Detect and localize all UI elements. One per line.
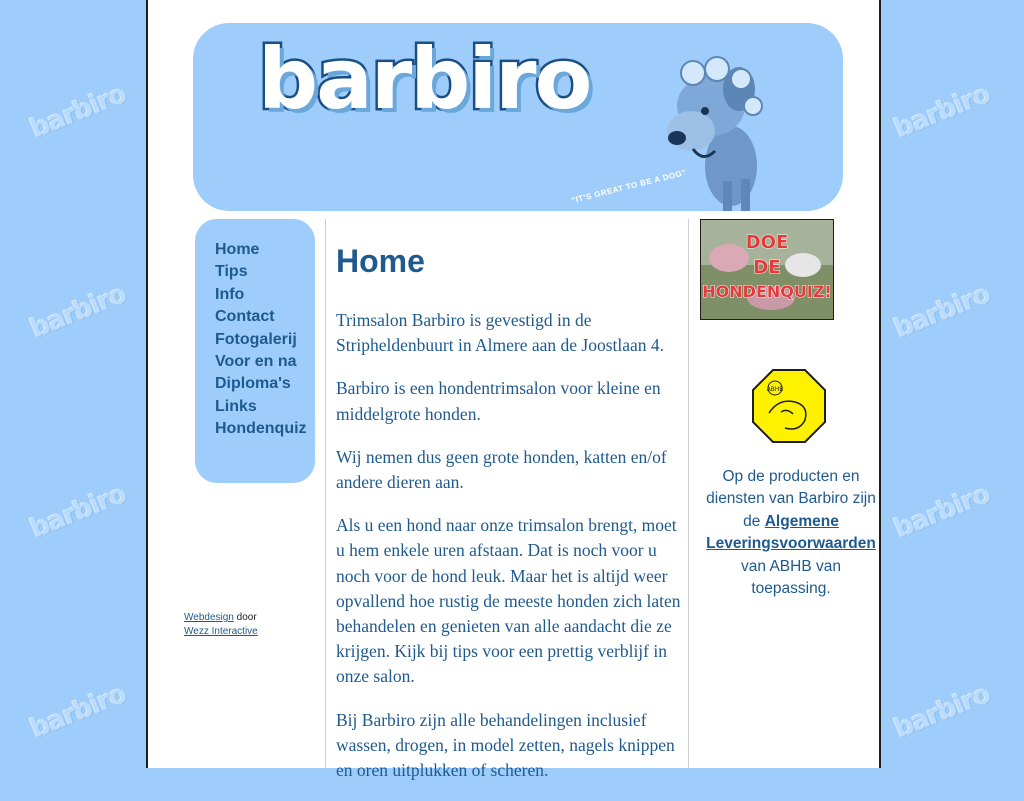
content-paragraph: Barbiro is een hondentrimsalon voor kleine en middelgrote honden. <box>336 378 661 424</box>
page-container <box>146 0 881 781</box>
content-paragraph: Wij nemen dus geen grote honden, katten en/of andere dieren aan. <box>336 446 667 493</box>
content-paragraph: Als u een hond naar onze trimsalon brengt, moet u hem enkele uren afstaan. Dat is noch voor u noch voor de hond leuk. Maar het is altijd weer opvallend hoe rustig de meeste honden zich laten behandelen en genieten van alle aandacht die ze krijgen. Kijk bij tips voor een prettig verblijf in onze salon. <box>336 515 681 687</box>
watermark-logo: barbiro <box>26 79 131 145</box>
side-text-before: Op de producten en diensten van Barbiro zijn de <box>706 468 876 530</box>
watermark-logo: barbiro <box>26 479 131 545</box>
svg-text:ABHB: ABHB <box>766 386 784 393</box>
leveringsvoorwaarden-text <box>701 466 881 600</box>
watermark-logo: barbiro <box>26 679 131 745</box>
nav-item-tips[interactable]: Tips <box>215 263 248 281</box>
column-divider <box>325 219 326 768</box>
quiz-line-3: HONDENQUIZ! <box>702 282 832 301</box>
content-paragraph: Trimsalon Barbiro is gevestigd in de Stripheldenbuurt in Almere aan de Joostlaan 4. <box>336 310 665 356</box>
dog-illustration <box>653 51 773 211</box>
nav-item-contact[interactable]: Contact <box>215 308 275 326</box>
page-title: Home <box>336 243 425 279</box>
hondenquiz-banner[interactable] <box>700 219 834 320</box>
watermark-logo: barbiro <box>890 79 995 145</box>
quiz-line-2: DE <box>753 257 781 278</box>
credit-text: door <box>236 612 257 623</box>
column-divider <box>688 219 689 768</box>
content-paragraph: Bij Barbiro zijn alle behandelingen inclusief wassen, drogen, in model zetten, nagels knippen en oren uitplukken of scheren. <box>336 709 675 781</box>
watermark-logo: barbiro <box>890 479 995 545</box>
nav-item-fotogalerij[interactable]: Fotogalerij <box>215 330 297 348</box>
abhb-badge-icon[interactable] <box>751 368 827 444</box>
main-navigation <box>195 219 315 483</box>
nav-item-hondenquiz[interactable]: Hondenquiz <box>215 420 307 438</box>
nav-item-info[interactable]: Info <box>215 285 245 303</box>
wezz-interactive-link[interactable]: Wezz Interactive <box>184 626 258 637</box>
watermark-logo: barbiro <box>26 279 131 345</box>
header-slogan: "IT'S GREAT TO BE A DOG" <box>570 167 688 206</box>
main-content <box>336 242 684 801</box>
nav-item-voor-en-na[interactable]: Voor en na <box>215 353 297 371</box>
algemene-leveringsvoorwaarden-link[interactable]: Algemene Leveringsvoorwaarden <box>706 512 876 553</box>
side-text-after: van ABHB van toepassing. <box>741 557 841 598</box>
header-banner <box>193 23 843 211</box>
site-logo[interactable]: barbiro <box>258 30 591 128</box>
webdesign-link[interactable]: Webdesign <box>184 612 234 623</box>
watermark-logo: barbiro <box>890 679 995 745</box>
nav-item-links[interactable]: Links <box>215 397 257 415</box>
quiz-line-1: DOE <box>745 232 789 253</box>
watermark-logo: barbiro <box>890 279 995 345</box>
nav-item-home[interactable]: Home <box>215 241 260 258</box>
webdesign-credit <box>184 611 258 639</box>
nav-item-diplomas[interactable]: Diploma's <box>215 375 291 393</box>
